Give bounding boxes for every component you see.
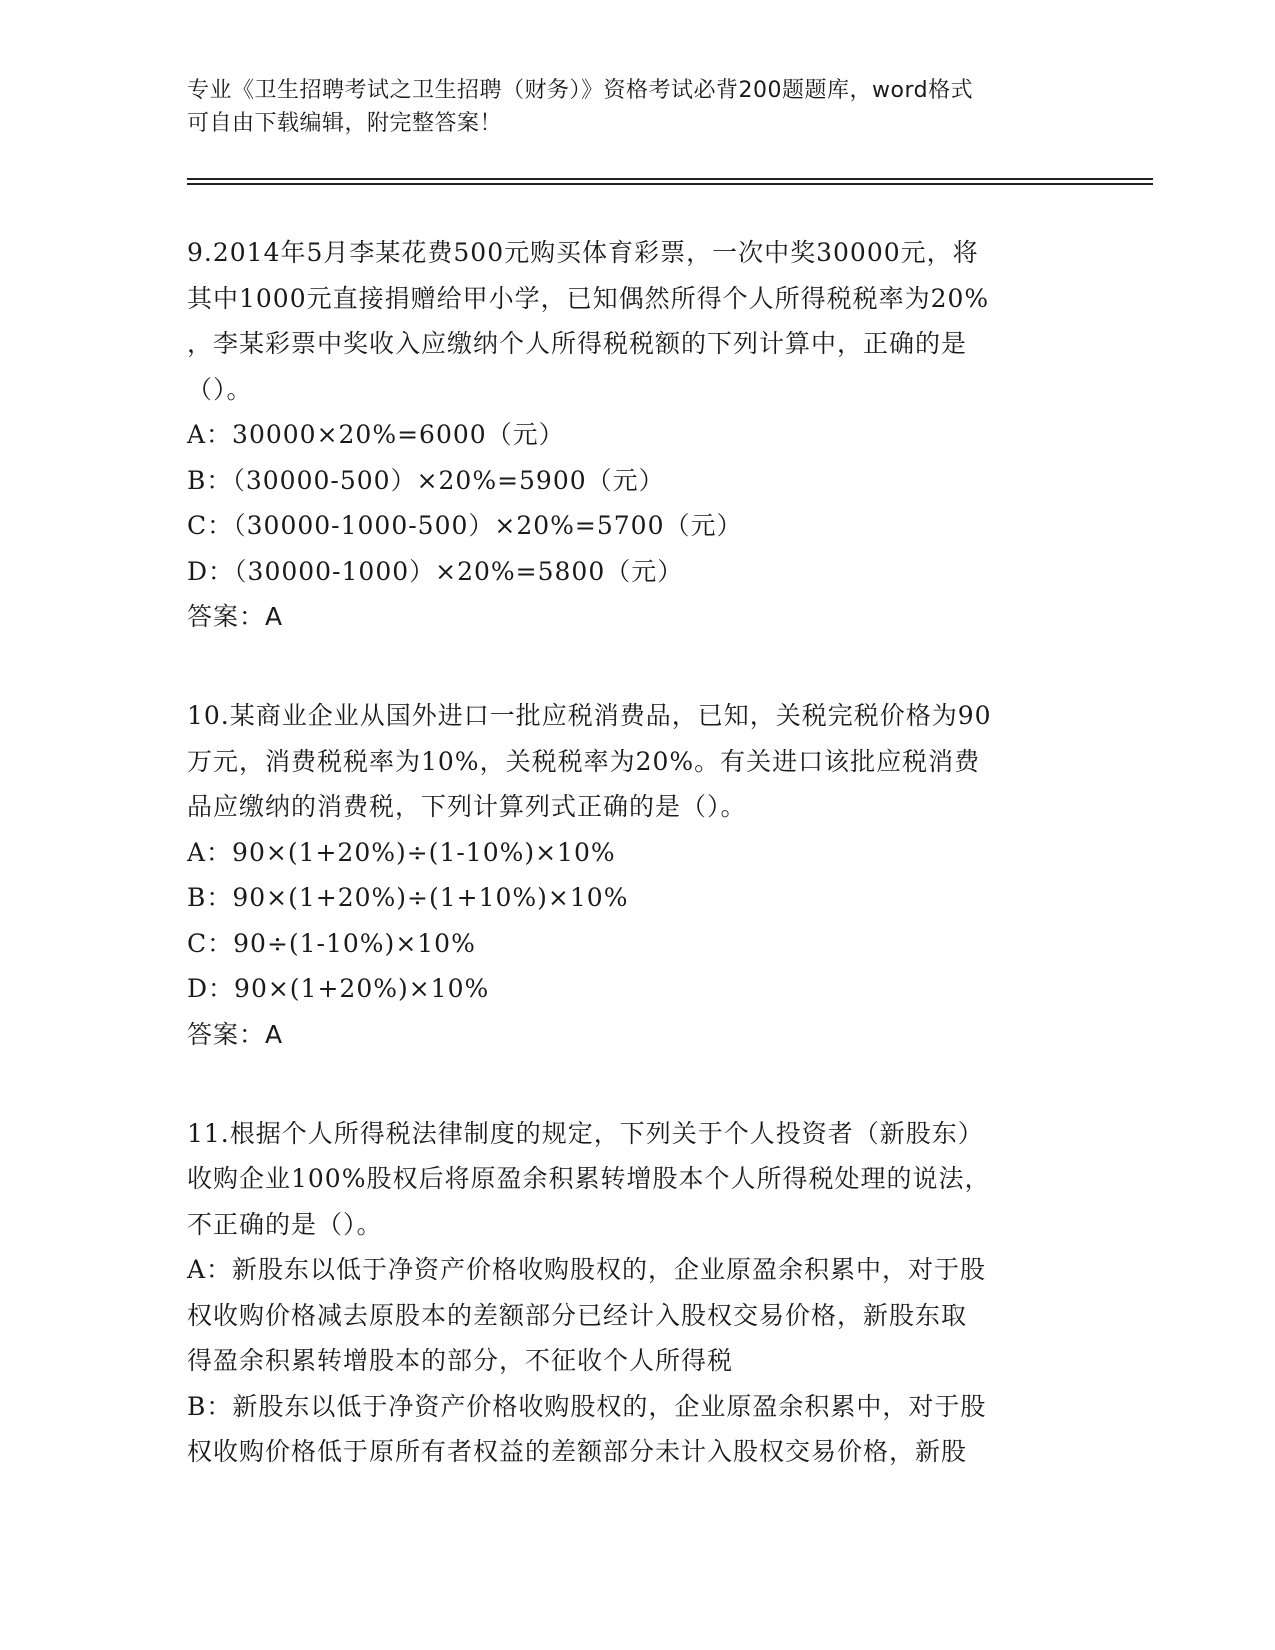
option-d: D：（30000-1000）×20%=5800（元） [187, 556, 684, 586]
question-text-line: 万元，消费税税率为10%，关税税率为20%。有关进口该批应税消费 [187, 746, 981, 776]
question-9 [187, 230, 1087, 640]
option-b-line-2: 权收购价格低于原所有者权益的差额部分未计入股权交易价格，新股 [187, 1437, 968, 1466]
question-text-line: 10.某商业企业从国外进口一批应税消费品，已知，关税完税价格为90 [187, 701, 992, 730]
question-text-line: 11.根据个人所得税法律制度的规定，下列关于个人投资者（新股东） [187, 1118, 984, 1148]
answer-label: 答案：A [187, 602, 284, 631]
question-text-line: 收购企业100%股权后将原盈余积累转增股本个人所得税处理的说法， [187, 1164, 991, 1193]
option-c: C：90÷(1-10%)×10% [187, 928, 476, 958]
question-text-line: 不正确的是（）。 [187, 1209, 383, 1239]
answer-label: 答案：A [187, 1019, 284, 1049]
question-list [187, 230, 1087, 1528]
option-c: C：（30000-1000-500）×20%=5700（元） [187, 511, 743, 540]
document-header [187, 74, 1087, 140]
option-d: D：90×(1+20%)×10% [187, 974, 490, 1003]
option-a-line-2: 权收购价格减去原股本的差额部分已经计入股权交易价格，新股东取 [187, 1300, 968, 1330]
question-10 [187, 693, 1087, 1058]
question-text-line: 9.2014年5月李某花费500元购买体育彩票，一次中奖30000元，将 [187, 238, 979, 267]
option-b: B：（30000-500）×20%=5900（元） [187, 465, 665, 495]
question-text-line: 其中1000元直接捐赠给甲小学，已知偶然所得个人所得税税率为20% [187, 283, 990, 313]
question-text-line: ，李某彩票中奖收入应缴纳个人所得税税额的下列计算中，正确的是 [187, 329, 968, 358]
question-11 [187, 1111, 1087, 1475]
question-text-line: （）。 [187, 374, 253, 404]
option-a-line-1: A：新股东以低于净资产价格收购股权的，企业原盈余积累中，对于股 [187, 1255, 987, 1284]
option-a: A：30000×20%=6000（元） [187, 420, 565, 449]
question-text-line: 品应缴纳的消费税，下列计算列式正确的是（）。 [187, 792, 747, 821]
header-divider-bottom [187, 183, 1153, 185]
option-b: B：90×(1+20%)÷(1+10%)×10% [187, 883, 629, 912]
header-line-1: 专业《卫生招聘考试之卫生招聘（财务）》资格考试必背200题题库，word格式 [187, 78, 974, 103]
option-b-line-1: B：新股东以低于净资产价格收购股权的，企业原盈余积累中，对于股 [187, 1391, 987, 1421]
header-line-2: 可自由下载编辑，附完整答案！ [187, 111, 503, 136]
option-a: A：90×(1+20%)÷(1-10%)×10% [187, 837, 616, 867]
header-divider-top [187, 178, 1153, 180]
option-a-line-3: 得盈余积累转增股本的部分，不征收个人所得税 [187, 1346, 734, 1375]
